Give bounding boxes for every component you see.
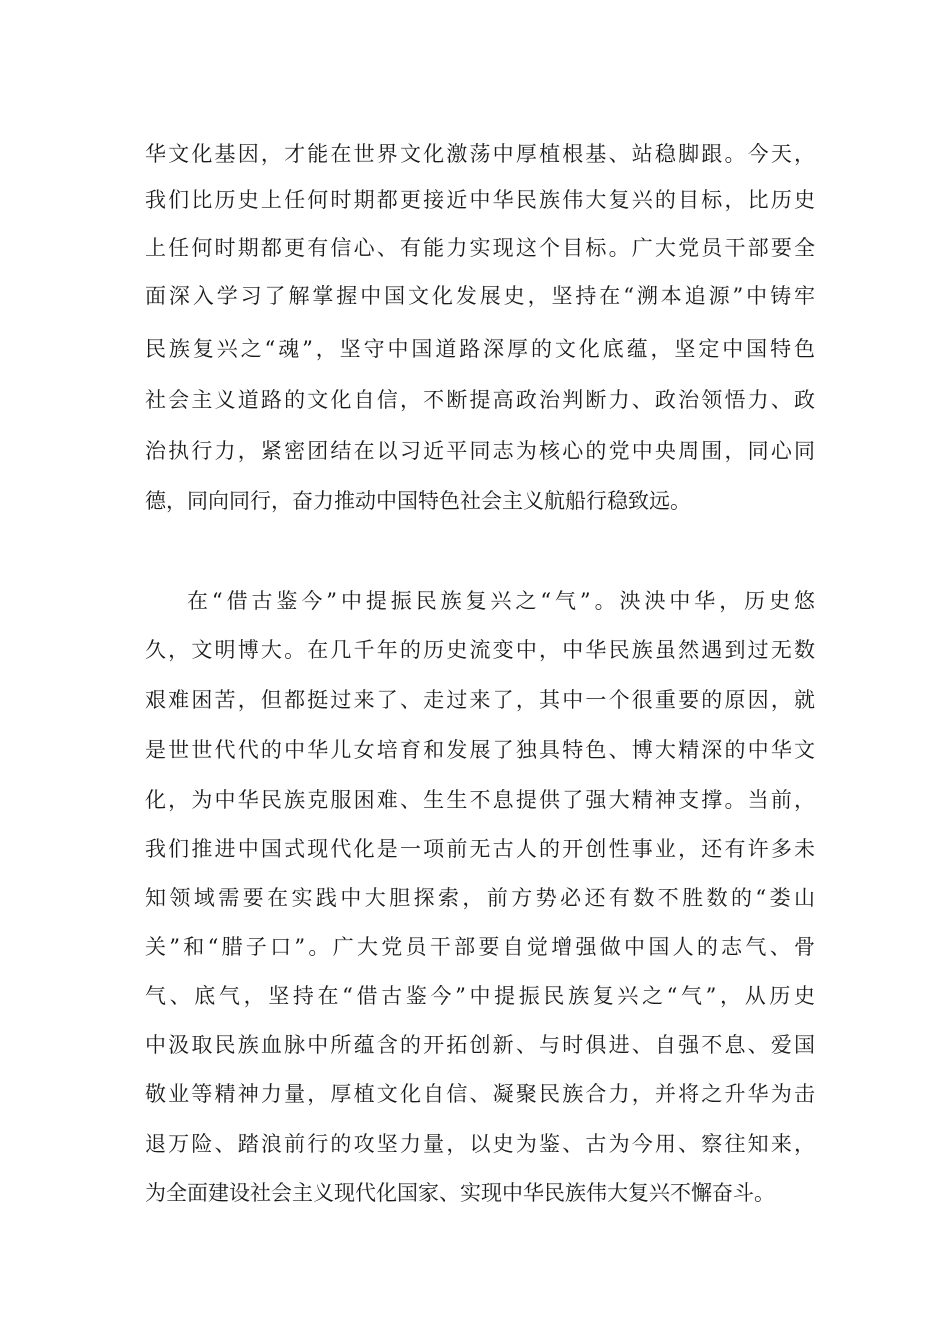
paragraph-2-line-12: 退万险、踏浪前行的攻坚力量，以史为鉴、古为今用、察往知来， [145,1132,815,1156]
paragraph-2-line-7: 知领域需要在实践中大胆探索，前方势必还有数不胜数的“娄山 [145,886,815,910]
paragraph-1-line-8: 德，同向同行，奋力推动中国特色社会主义航船行稳致远。 [145,489,691,513]
paragraph-2-line-8: 关”和“腊子口”。广大党员干部要自觉增强做中国人的志气、骨 [145,935,815,959]
paragraph-2-line-6: 我们推进中国式现代化是一项前无古人的开创性事业，还有许多未 [145,837,815,861]
paragraph-2-line-1: 在“借古鉴今”中提振民族复兴之“气”。泱泱中华，历史悠 [187,589,815,613]
paragraph-1-line-4: 面深入学习了解掌握中国文化发展史，坚持在“溯本追源”中铸牢 [145,284,815,308]
paragraph-1-line-7: 治执行力，紧密团结在以习近平同志为核心的党中央周围，同心同 [145,439,815,463]
paragraph-2-line-13: 为全面建设社会主义现代化国家、实现中华民族伟大复兴不懈奋斗。 [145,1181,775,1205]
paragraph-2-line-10: 中汲取民族血脉中所蕴含的开拓创新、与时俱进、自强不息、爱国 [145,1033,815,1057]
paragraph-2-line-2: 久，文明博大。在几千年的历史流变中，中华民族虽然遇到过无数 [145,638,815,662]
paragraph-1-line-3: 上任何时期都更有信心、有能力实现这个目标。广大党员干部要全 [145,236,815,260]
paragraph-2-line-11: 敬业等精神力量，厚植文化自信、凝聚民族合力，并将之升华为击 [145,1082,815,1106]
paragraph-2-line-5: 化，为中华民族克服困难、生生不息提供了强大精神支撑。当前， [145,788,815,812]
paragraph-1-line-1: 华文化基因，才能在世界文化激荡中厚植根基、站稳脚跟。今天， [145,142,815,166]
paragraph-1-line-5: 民族复兴之“魂”，坚守中国道路深厚的文化底蕴，坚定中国特色 [145,337,815,361]
paragraph-2-line-9: 气、底气，坚持在“借古鉴今”中提振民族复兴之“气”，从历史 [145,984,815,1008]
paragraph-2-line-3: 艰难困苦，但都挺过来了、走过来了，其中一个很重要的原因，就 [145,688,815,712]
paragraph-1-line-2: 我们比历史上任何时期都更接近中华民族伟大复兴的目标，比历史 [145,188,815,212]
paragraph-1-line-6: 社会主义道路的文化自信，不断提高政治判断力、政治领悟力、政 [145,388,815,412]
paragraph-2-line-4: 是世世代代的中华儿女培育和发展了独具特色、博大精深的中华文 [145,738,815,762]
